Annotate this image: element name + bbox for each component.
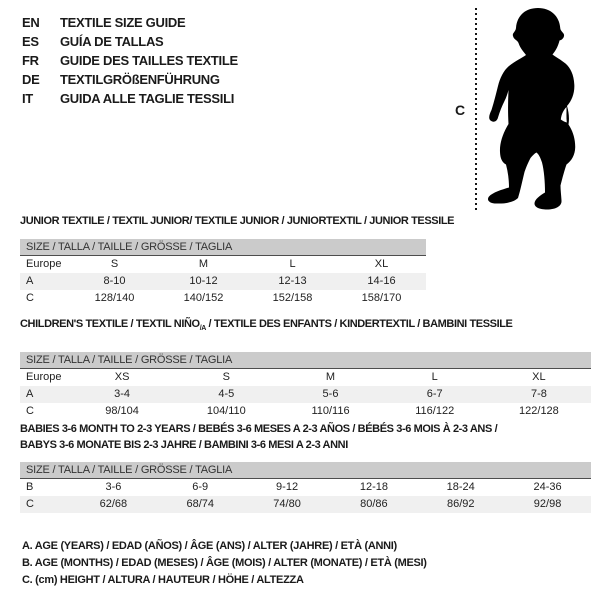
size-cell: 12-13 [278,275,307,287]
size-table-babies [20,421,591,513]
title-line: BABYS 3-6 MONATE BIS 2-3 JAHRE / BAMBINI 3-6 MESI A 2-3 ANNI [20,439,348,451]
size-cell: 140/152 [183,292,224,304]
table-row [20,290,426,307]
row-label: B [26,481,34,493]
language-label: GUIDE DES TAILLES TEXTILE [60,53,238,68]
size-cell: 12-18 [359,481,388,493]
row-label: A [26,275,34,287]
title-line: BABIES 3-6 MONTH TO 2-3 YEARS / BEBÉS 3-6 MESES A 2-3 AÑOS / BÉBÉS 3-6 MOIS À 2-3 ANS / [20,423,498,435]
language-title-block [22,13,238,108]
size-cell: 62/68 [99,498,128,510]
size-cell: 8-10 [103,275,126,287]
language-label: TEXTILE SIZE GUIDE [60,15,186,30]
size-cell: 68/74 [186,498,214,510]
size-cell: 3-4 [114,388,131,401]
row-label: C [26,498,34,510]
size-table-children [20,318,591,420]
footnote-b: B. AGE (MONTHS) / EDAD (MESES) / ÂGE (MOIS) / ALTER (MONATE) / ETÀ (MESI) [22,557,427,569]
table-title [20,318,591,335]
size-header-bar: SIZE / TALLA / TAILLE / GRÖSSE / TAGLIA [20,239,426,256]
size-cell: M [198,258,209,270]
row-label: C [26,405,34,418]
footnotes-block [22,538,427,589]
table-row [20,496,591,513]
size-cell: 3-6 [105,481,122,493]
table-row [20,403,591,420]
row-label: A [26,388,34,401]
footnote-a: A. AGE (YEARS) / EDAD (AÑOS) / ÂGE (ANS) / ALTER (JAHRE) / ETÀ (ANNI) [22,540,397,552]
language-row [22,89,238,108]
size-cell: 152/158 [272,292,313,304]
size-cell: XS [114,371,130,384]
size-cell: 18-24 [446,481,475,493]
language-label: GUIDA ALLE TAGLIE TESSILI [60,91,235,106]
size-cell: L [289,258,296,270]
size-cell: 158/170 [361,292,402,304]
language-code: DE [22,72,40,87]
size-cell: 80/86 [360,498,388,510]
table-row [20,273,426,290]
title-part: / TEXTILE DES ENFANTS / KINDERTEXTIL / BAMBINI TESSILE [205,318,513,330]
size-cell: XL [374,258,389,270]
size-cell: 92/98 [533,498,562,510]
size-cell: 24-36 [533,481,562,493]
table-title: JUNIOR TEXTILE / TEXTIL JUNIOR/ TEXTILE JUNIOR / JUNIORTEXTIL / JUNIOR TESSILE [20,215,455,227]
size-cell: 9-12 [276,481,299,493]
size-cell: XL [532,371,546,384]
language-code: EN [22,15,40,30]
size-table-junior [20,215,455,307]
language-row [22,70,238,89]
table-title [20,421,591,453]
size-cell: 5-6 [322,388,339,401]
size-cell: 122/128 [519,405,559,418]
size-cell: M [325,371,336,384]
size-header-bar: SIZE / TALLA / TAILLE / GRÖSSE / TAGLIA [20,462,591,479]
size-cell: 98/104 [105,405,139,418]
size-cell: 104/110 [206,405,246,418]
size-cell: 74/80 [273,498,301,510]
row-label: Europe [26,371,62,384]
table-row [20,369,591,386]
size-cell: 128/140 [94,292,135,304]
language-label: GUÍA DE TALLAS [60,34,164,49]
size-cell: S [110,258,119,270]
size-cell: 10-12 [189,275,218,287]
table-row [20,256,426,273]
size-cell: 4-5 [218,388,235,401]
language-code: IT [22,91,33,106]
language-row [22,13,238,32]
size-cell: 14-16 [367,275,396,287]
language-row [22,32,238,51]
size-cell: 6-7 [426,388,443,401]
footnote-c: C. (cm) HEIGHT / ALTURA / HAUTEUR / HÖHE / ALTEZZA [22,574,304,586]
figure-measure-label: C [455,102,466,118]
language-row [22,51,238,70]
size-cell: S [222,371,230,384]
size-cell: 116/122 [415,405,455,418]
size-cell: 86/92 [446,498,475,510]
size-header-bar: SIZE / TALLA / TAILLE / GRÖSSE / TAGLIA [20,352,591,369]
toddler-silhouette-icon [482,2,594,212]
language-code: ES [22,34,39,49]
row-label: Europe [26,258,62,270]
table-row [20,386,591,403]
title-part: CHILDREN'S TEXTILE / TEXTIL NIÑO [20,318,200,330]
language-label: TEXTILGRÖßENFÜHRUNG [60,72,220,87]
size-cell: 110/116 [311,405,350,418]
language-code: FR [22,53,39,68]
title-subscript: /A [199,325,206,333]
size-cell: 7-8 [530,388,547,401]
table-row [20,479,591,496]
height-dashed-line [475,8,477,213]
row-label: C [26,292,34,304]
size-cell: 6-9 [192,481,209,493]
size-cell: L [431,371,438,384]
